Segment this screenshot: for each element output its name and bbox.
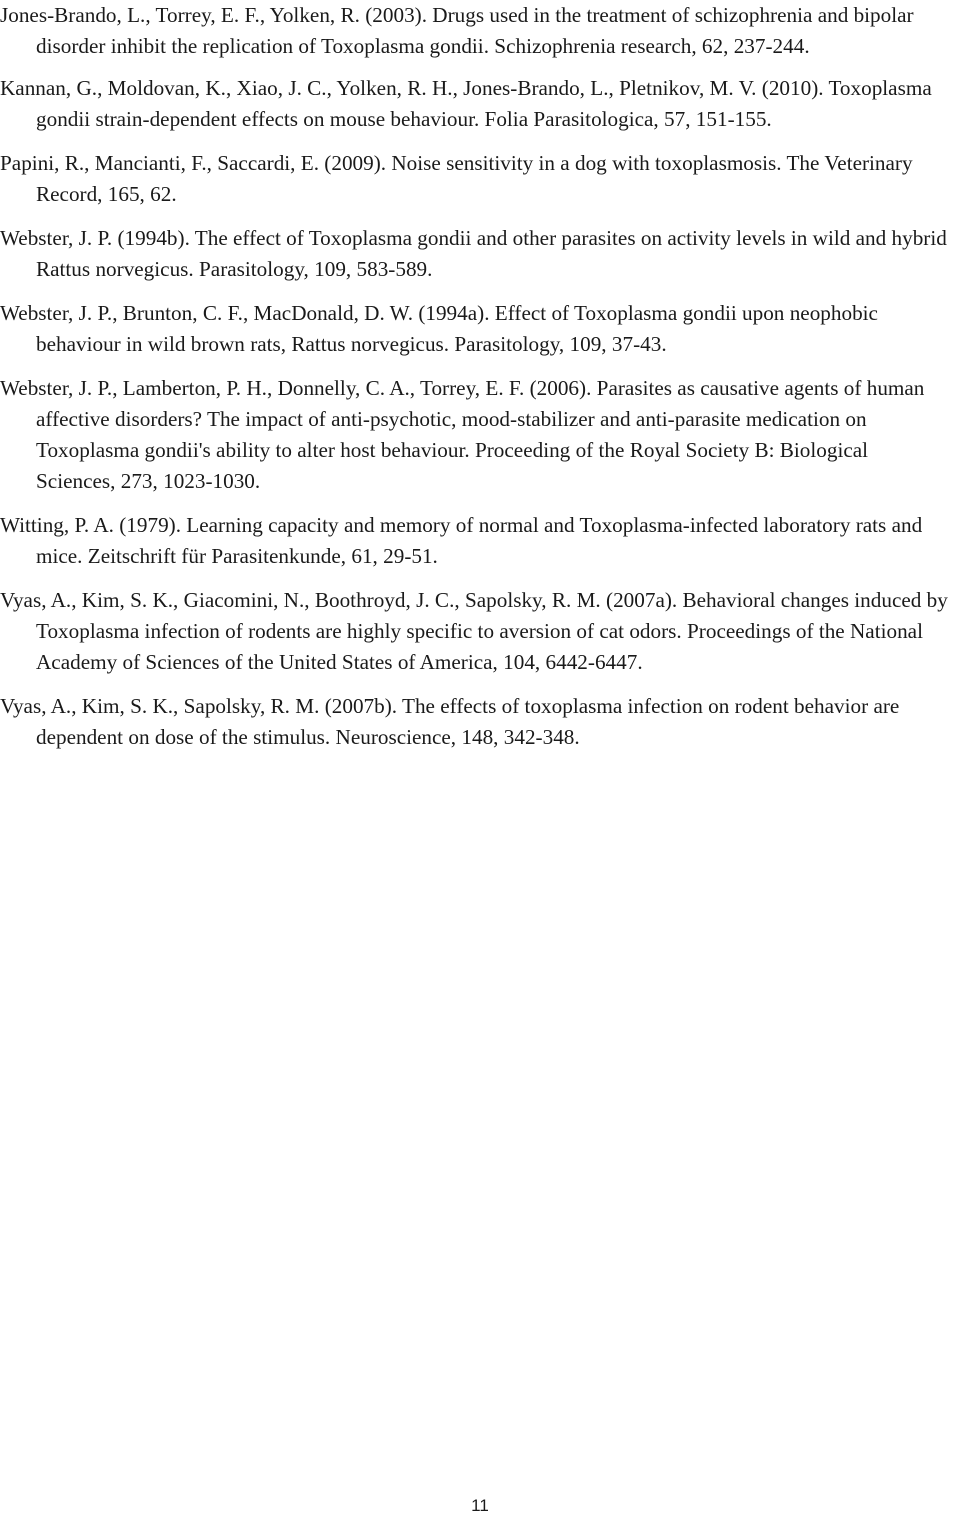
reference-entry: Vyas, A., Kim, S. K., Giacomini, N., Boothroyd, J. C., Sapolsky, R. M. (2007a). Behavioral changes induced by Toxoplasma infection of rodents are highly specific to aversion of cat odors. Proceedings of the National Academy of Sciences of the United States of America, 104, 6442-6447.	[0, 588, 948, 674]
reference-entry: Kannan, G., Moldovan, K., Xiao, J. C., Yolken, R. H., Jones-Brando, L., Pletnikov, M. V. (2010). Toxoplasma gondii strain-dependent effects on mouse behaviour. Folia Parasitologica, 57, 151-155.	[0, 76, 932, 131]
reference-list	[0, 0, 952, 766]
reference-entry: Vyas, A., Kim, S. K., Sapolsky, R. M. (2007b). The effects of toxoplasma infection on rodent behavior are dependent on dose of the stimulus. Neuroscience, 148, 342-348.	[0, 694, 900, 749]
page-number: 11	[471, 1496, 489, 1515]
reference-entry: Witting, P. A. (1979). Learning capacity and memory of normal and Toxoplasma-infected laboratory rats and mice. Zeitschrift für Parasitenkunde, 61, 29-51.	[0, 513, 923, 568]
reference-entry: Jones-Brando, L., Torrey, E. F., Yolken, R. (2003). Drugs used in the treatment of schizophrenia and bipolar disorder inhibit the replication of Toxoplasma gondii. Schizophrenia research, 62, 237-244.	[0, 3, 914, 58]
reference-entry: Papini, R., Mancianti, F., Saccardi, E. (2009). Noise sensitivity in a dog with toxoplasmosis. The Veterinary Record, 165, 62.	[0, 151, 913, 206]
reference-entry: Webster, J. P., Lamberton, P. H., Donnelly, C. A., Torrey, E. F. (2006). Parasites as causative agents of human affective disorders? The impact of anti-psychotic, mood-stabilizer and anti-parasite medication on Toxoplasma gondii's ability to alter host behaviour. Proceeding of the Royal Society B: Biological Sciences, 273, 1023-1030.	[0, 376, 925, 493]
reference-entry: Webster, J. P., Brunton, C. F., MacDonald, D. W. (1994a). Effect of Toxoplasma gondii upon neophobic behaviour in wild brown rats, Rattus norvegicus. Parasitology, 109, 37-43.	[0, 301, 878, 356]
reference-entry: Webster, J. P. (1994b). The effect of Toxoplasma gondii and other parasites on activity levels in wild and hybrid Rattus norvegicus. Parasitology, 109, 583-589.	[0, 226, 947, 281]
